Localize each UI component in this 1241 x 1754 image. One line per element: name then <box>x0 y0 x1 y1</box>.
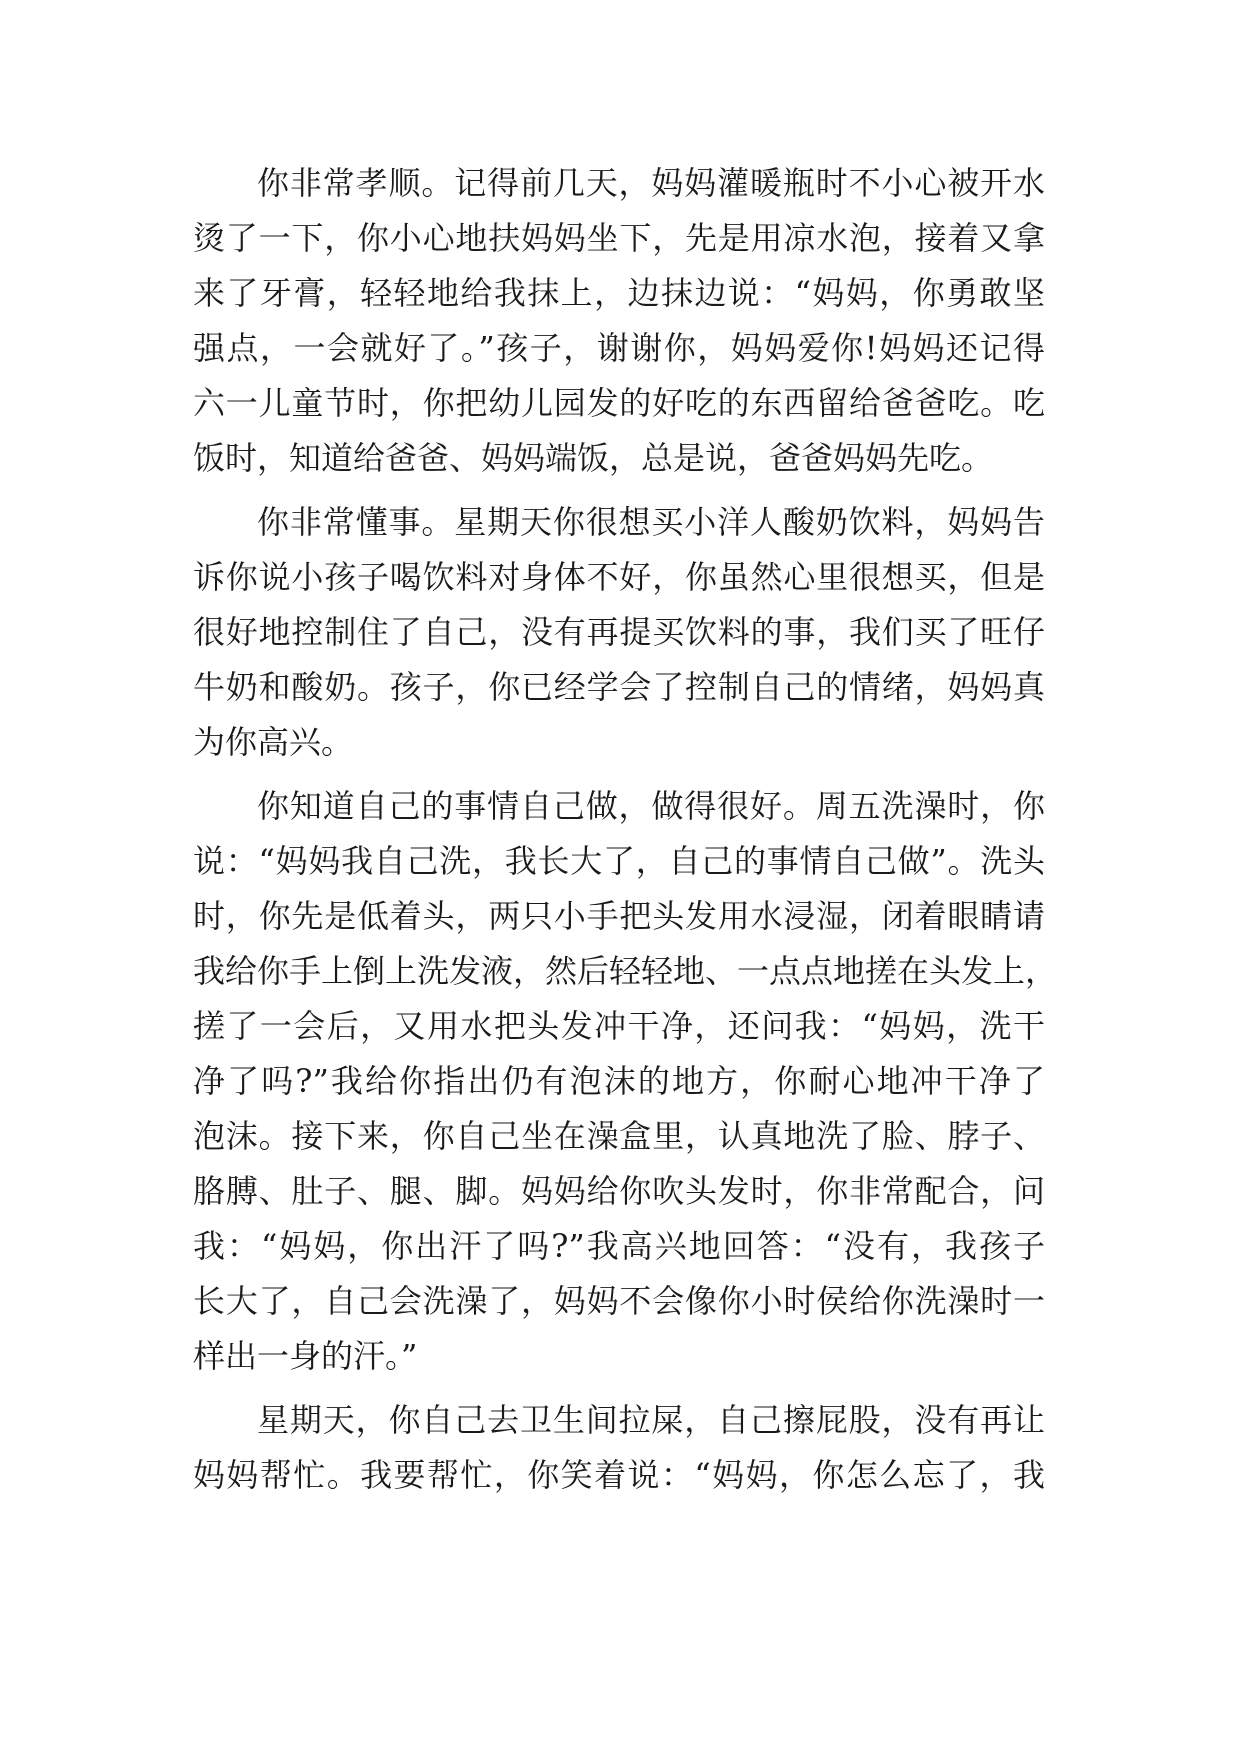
paragraph-filial <box>193 156 1045 486</box>
text-line: 六一儿童节时，你把幼儿园发的好吃的东西留给爸爸吃。吃 <box>193 384 1045 422</box>
text-line: 诉你说小孩子喝饮料对身体不好，你虽然心里很想买，但是 <box>193 558 1045 596</box>
text-line: 净了吗?”我给你指出仍有泡沫的地方，你耐心地冲干净了 <box>193 1062 1045 1100</box>
text-line: 长大了，自己会洗澡了，妈妈不会像你小时侯给你洗澡时一 <box>193 1282 1045 1320</box>
text-line: 强点，一会就好了。”孩子，谢谢你，妈妈爱你!妈妈还记得 <box>193 329 1045 367</box>
text-line: 时，你先是低着头，两只小手把头发用水浸湿，闭着眼睛请 <box>193 897 1045 935</box>
text-line: 很好地控制住了自己，没有再提买饮料的事，我们买了旺仔 <box>193 613 1045 651</box>
text-line: 样出一身的汗。” <box>193 1337 418 1375</box>
paragraph-sensible <box>193 495 1045 770</box>
document-body <box>193 156 1058 1503</box>
text-line: 烫了一下，你小心地扶妈妈坐下，先是用凉水泡，接着又拿 <box>193 219 1045 257</box>
text-line: 星期天，你自己去卫生间拉屎，自己擦屁股，没有再让 <box>257 1401 1045 1439</box>
paragraph-self-reliant <box>193 779 1058 1384</box>
text-line: 说：“妈妈我自己洗，我长大了，自己的事情自己做”。洗头 <box>193 842 1045 880</box>
text-line: 妈妈帮忙。我要帮忙，你笑着说：“妈妈，你怎么忘了，我 <box>193 1456 1045 1494</box>
text-line: 泡沫。接下来，你自己坐在澡盒里，认真地洗了脸、脖子、 <box>193 1117 1045 1155</box>
paragraph-sunday <box>193 1393 1045 1503</box>
text-line: 牛奶和酸奶。孩子，你已经学会了控制自己的情绪，妈妈真 <box>193 668 1045 706</box>
text-line: 我：“妈妈，你出汗了吗?”我高兴地回答：“没有，我孩子 <box>193 1227 1045 1265</box>
text-line: 搓了一会后，又用水把头发冲干净，还问我：“妈妈，洗干 <box>193 1007 1045 1045</box>
text-line: 胳膊、肚子、腿、脚。妈妈给你吹头发时，你非常配合，问 <box>193 1172 1045 1210</box>
text-line: 我给你手上倒上洗发液，然后轻轻地、一点点地搓在头发上， <box>193 952 1058 990</box>
text-line: 你知道自己的事情自己做，做得很好。周五洗澡时，你 <box>257 787 1045 825</box>
text-line: 你非常懂事。星期天你很想买小洋人酸奶饮料，妈妈告 <box>257 503 1045 541</box>
text-line: 为你高兴。 <box>193 723 354 761</box>
text-line: 来了牙膏，轻轻地给我抹上，边抹边说：“妈妈，你勇敢坚 <box>193 274 1045 312</box>
text-line: 你非常孝顺。记得前几天，妈妈灌暖瓶时不小心被开水 <box>257 164 1045 202</box>
text-line: 饭时，知道给爸爸、妈妈端饭，总是说，爸爸妈妈先吃。 <box>193 439 994 477</box>
